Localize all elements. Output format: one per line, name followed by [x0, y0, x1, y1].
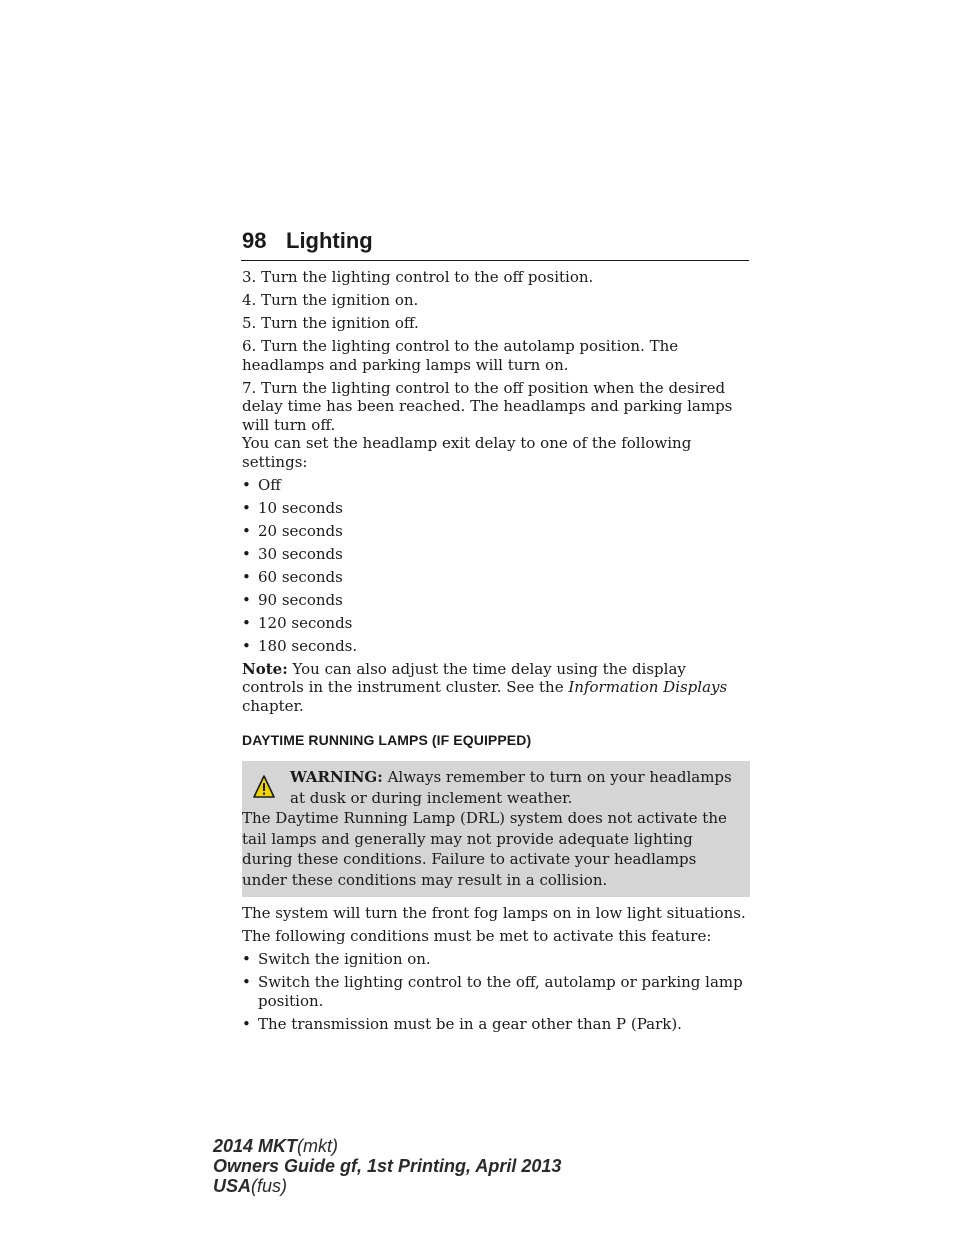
header-rule: [241, 260, 749, 261]
step-7: 7. Turn the lighting control to the off position when the desired delay time has been reached. The headlamps and parking lamps will turn off.: [242, 378, 733, 434]
warning-first-lines: [242, 767, 740, 808]
list-item: • The transmission must be in a gear other than P (Park).: [242, 1014, 682, 1033]
note-suffix: chapter.: [242, 696, 304, 715]
footer-market: USA: [213, 1176, 252, 1196]
list-item: • Off: [242, 475, 281, 494]
list-item: • 60 seconds: [242, 567, 343, 586]
note-text: You can also adjust the time delay using the display controls in the instrument cluster. See the: [242, 659, 686, 696]
page-number: 98: [242, 228, 267, 253]
list-item: • Switch the lighting control to the off, autolamp or parking lamp position.: [242, 973, 743, 1010]
warning-triangle-icon: [253, 775, 275, 799]
list-item: • 20 seconds: [242, 521, 343, 540]
drl-para-1: The system will turn the front fog lamps on in low light situations.: [242, 904, 746, 922]
note-paragraph: [242, 660, 750, 716]
bullet-icon: •: [242, 475, 251, 494]
footer-model: 2014 MKT: [213, 1136, 298, 1156]
step-3: 3. Turn the lighting control to the off position.: [242, 268, 594, 286]
warning-text: The Daytime Running Lamp (DRL) system does not activate the tail lamps and generally may not provide adequate lighting during these conditions. Failure to activate your headlamps under these conditions may result in a collision.: [242, 809, 727, 889]
footer-line-3: [213, 1176, 561, 1196]
list-item: • 120 seconds: [242, 613, 353, 632]
list-item: • Switch the ignition on.: [242, 950, 431, 968]
note-label: Note:: [242, 659, 288, 678]
list-item: • 10 seconds: [242, 498, 343, 517]
page-content: [242, 268, 750, 1038]
step-6: 6. Turn the lighting control to the autolamp position. The headlamps and parking lamps will turn on.: [242, 337, 679, 374]
footer-line-2: Owners Guide gf, 1st Printing, April 2013: [213, 1156, 562, 1176]
bullet-icon: •: [242, 950, 251, 968]
footer-line-1: [213, 1136, 561, 1156]
step-5: 5. Turn the ignition off.: [242, 314, 419, 332]
delay-intro: You can set the headlamp exit delay to one of the following settings:: [242, 434, 692, 471]
list-item: • 30 seconds: [242, 544, 343, 563]
bullet-icon: •: [242, 544, 251, 563]
list-item: • 90 seconds: [242, 590, 343, 609]
footer-market-code: (fus): [251, 1176, 288, 1196]
bullet-icon: •: [242, 636, 251, 655]
bullet-icon: •: [242, 521, 251, 540]
warning-box: [242, 761, 750, 897]
page-title: Lighting: [286, 228, 373, 253]
bullet-icon: •: [242, 590, 251, 609]
drl-conditions-list: [242, 950, 750, 1033]
step-4: 4. Turn the ignition on.: [242, 291, 419, 309]
bullet-icon: •: [242, 1014, 251, 1033]
bullet-icon: •: [242, 973, 251, 991]
footer-model-code: (mkt): [297, 1136, 339, 1156]
document-footer: [213, 1136, 561, 1196]
bullet-icon: •: [242, 498, 251, 517]
note-chapter-reference: Information Displays: [568, 678, 728, 696]
warning-label: WARNING:: [290, 768, 383, 786]
delay-settings-list: [242, 476, 750, 656]
section-heading-drl: DAYTIME RUNNING LAMPS (IF EQUIPPED): [242, 732, 532, 748]
drl-para-2: The following conditions must be met to activate this feature:: [242, 927, 712, 945]
bullet-icon: •: [242, 613, 251, 632]
warning-first-text: Always remember to turn on your headlamps at dusk or during inclement weather.: [290, 768, 732, 807]
list-item: • 180 seconds.: [242, 636, 358, 655]
bullet-icon: •: [242, 567, 251, 586]
